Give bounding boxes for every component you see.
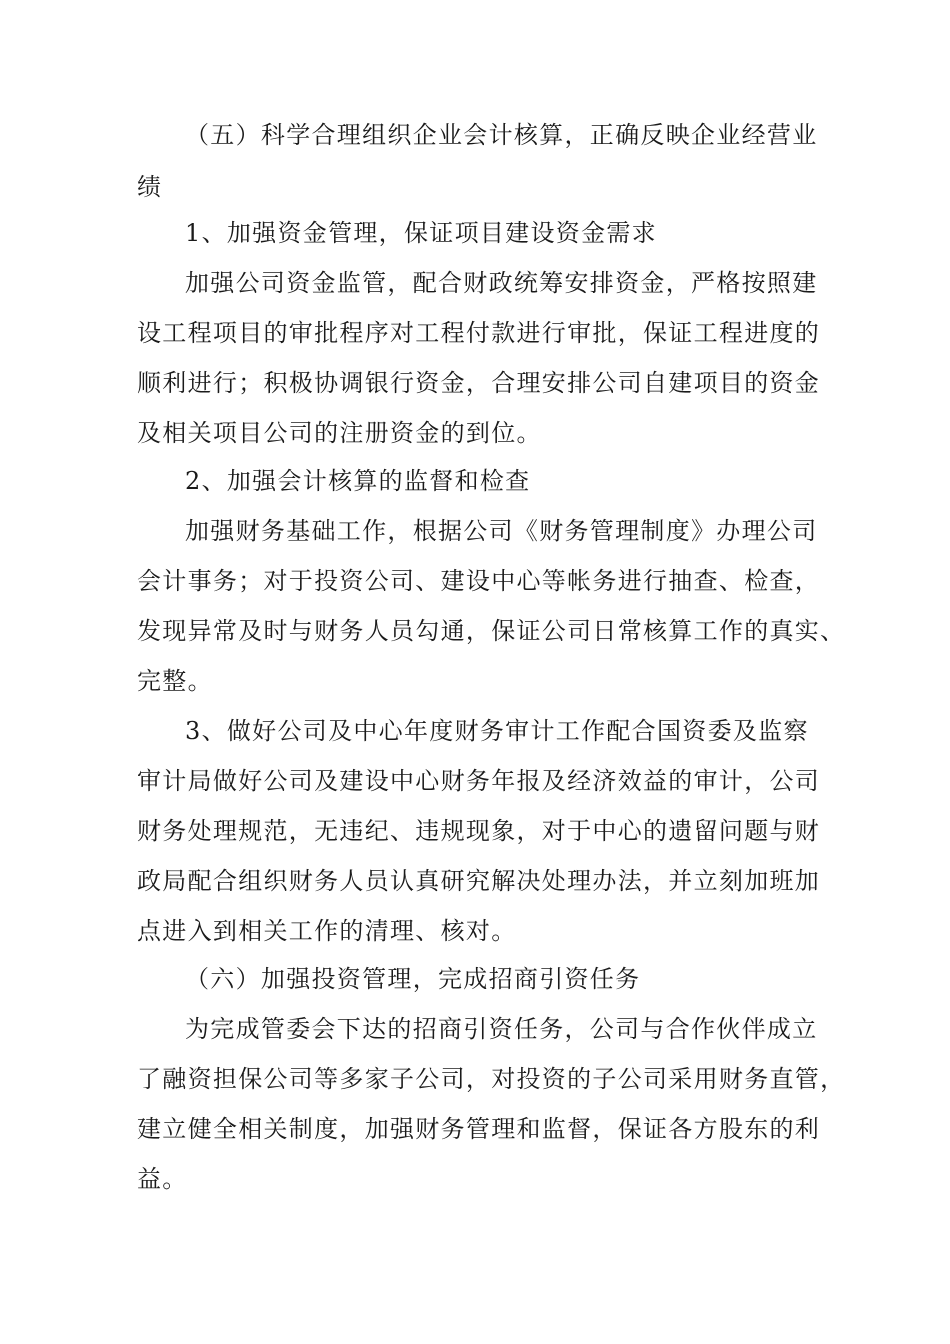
paragraph-line: 完整。: [137, 667, 213, 695]
paragraph-line: 财务处理规范，无违纪、违规现象，对于中心的遗留问题与财: [137, 817, 821, 845]
section-heading-6: （六）加强投资管理，完成招商引资任务: [185, 965, 641, 993]
paragraph-line: 设工程项目的审批程序对工程付款进行审批，保证工程进度的: [137, 319, 821, 347]
section-heading-5: （五）科学合理组织企业会计核算，正确反映企业经营业: [185, 121, 818, 149]
paragraph-line: 为完成管委会下达的招商引资任务，公司与合作伙伴成立: [185, 1015, 818, 1043]
subheading-3: 3、做好公司及中心年度财务审计工作配合国资委及监察: [185, 717, 809, 745]
paragraph-line: 加强公司资金监管，配合财政统筹安排资金，严格按照建: [185, 269, 818, 297]
paragraph-line: 及相关项目公司的注册资金的到位。: [137, 419, 542, 447]
paragraph-line: 审计局做好公司及建设中心财务年报及经济效益的审计，公司: [137, 767, 821, 795]
paragraph-line: 点进入到相关工作的清理、核对。: [137, 917, 517, 945]
paragraph-line: 发现异常及时与财务人员勾通，保证公司日常核算工作的真实、: [137, 617, 846, 645]
paragraph-line: 政局配合组织财务人员认真研究解决处理办法，并立刻加班加: [137, 867, 821, 895]
paragraph-line: 益。: [137, 1165, 188, 1193]
section-heading-5-continuation: 绩: [137, 173, 163, 201]
paragraph-line: 加强财务基础工作，根据公司《财务管理制度》办理公司: [185, 517, 818, 545]
paragraph-line: 会计事务；对于投资公司、建设中心等帐务进行抽查、检查，: [137, 567, 821, 595]
paragraph-line: 建立健全相关制度，加强财务管理和监督，保证各方股东的利: [137, 1115, 821, 1143]
paragraph-line: 了融资担保公司等多家子公司，对投资的子公司采用财务直管，: [137, 1065, 846, 1093]
paragraph-line: 顺利进行；积极协调银行资金，合理安排公司自建项目的资金: [137, 369, 821, 397]
subheading-2: 2、加强会计核算的监督和检查: [185, 467, 531, 495]
subheading-1: 1、加强资金管理，保证项目建设资金需求: [185, 219, 657, 247]
